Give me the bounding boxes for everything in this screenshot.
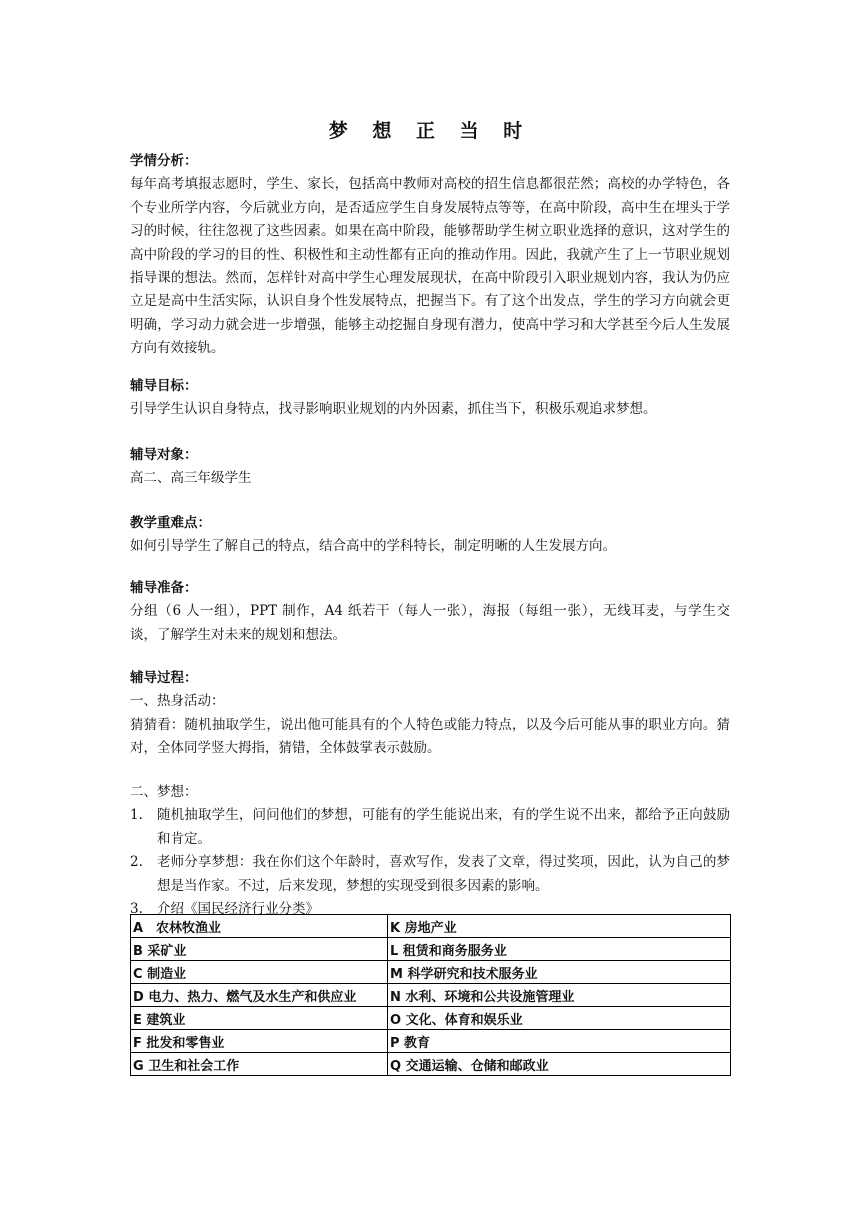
table-cell: K 房地产业 [388,915,731,938]
section-prep [130,577,730,647]
table-cell: B 采矿业 [131,938,388,961]
table-cell: D 电力、热力、燃气及水生产和供应业 [131,984,388,1007]
section-body: 如何引导学生了解自己的特点，结合高中的学科特长，制定明晰的人生发展方向。 [130,538,616,555]
section-goal [130,375,730,422]
list-number: 1. [130,807,143,824]
warmup-title: 一、热身活动： [130,693,225,710]
table-row [131,961,731,984]
table-cell: M 科学研究和技术服务业 [388,961,731,984]
table-cell: C 制造业 [131,961,388,984]
table-cell: N 水利、环境和公共设施管理业 [388,984,731,1007]
section-body: 高二、高三年级学生 [130,470,252,487]
section-body: 引导学生认识自身特点，找寻影响职业规划的内外因素，抓住当下，积极乐观追求梦想。 [130,401,657,418]
list-item [130,804,730,851]
section-heading: 辅导准备： [130,580,198,596]
table-cell: Q 交通运输、仓储和邮政业 [388,1053,731,1076]
list-text: 随机抽取学生，问问他们的梦想，可能有的学生能说出来，有的学生说不出来，都给予正向鼓励和肯定。 [157,807,730,847]
list-text: 介绍《国民经济行业分类》 [157,901,319,918]
section-focus [130,512,730,559]
table-row [131,1007,731,1030]
warmup-body: 猜猜看：随机抽取学生，说出他可能具有的个人特色或能力特点，以及今后可能从事的职业方向。猜对，全体同学竖大拇指，猜错，全体鼓掌表示鼓励。 [130,716,730,757]
list-number: 3. [130,901,143,918]
table-cell: G 卫生和社会工作 [131,1053,388,1076]
table-cell: L 租赁和商务服务业 [388,938,731,961]
section-analysis [130,150,730,361]
list-item [130,851,730,898]
dream-title: 二、梦想： [130,784,198,800]
table-cell: E 建筑业 [131,1007,388,1030]
section-heading: 学情分析： [130,153,198,169]
table-row [131,1053,731,1076]
section-heading: 辅导过程： [130,670,198,686]
section-process [130,667,730,761]
section-body: 每年高考填报志愿时，学生、家长，包括高中教师对高校的招生信息都很茫然；高校的办学特色，各个专业所学内容，今后就业方向，是否适应学生自身发展特点等等，在高中阶段，高中生在埋头于学习的时候，往往忽视了这些因素。如果在高中阶段，能够帮助学生树立职业选择的意识，这对学生的高中阶段的学习的目的性、积极性和主动性都有正向的推动作用。因此，我就产生了上一节职业规划指导课的想法。然而，怎样针对高中学生心理发展现状，在高中阶段引入职业规划内容，我认为仍应立足是高中生活实际，认识自身个性发展特点，把握当下。有了这个出发点，学生的学习方向就会更明确，学习动力就会进一步增强，能够主动挖掘自身现有潜力，使高中学习和大学甚至今后人生发展方向有效接轨。 [130,176,730,357]
section-body: 分组（6 人一组），PPT 制作，A4 纸若干（每人一张），海报（每组一张），无线耳麦，与学生交谈，了解学生对未来的规划和想法。 [130,603,730,643]
document-title: 梦 想 正 当 时 [328,120,532,142]
list-text: 老师分享梦想：我在你们这个年龄时，喜欢写作，发表了文章，得过奖项，因此，认为自己的梦想是当作家。不过，后来发现，梦想的实现受到很多因素的影响。 [157,854,730,894]
table-cell: P 教育 [388,1030,731,1053]
table-cell: O 文化、体育和娱乐业 [388,1007,731,1030]
table-row [131,1030,731,1053]
list-number: 2. [130,854,143,871]
section-heading: 辅导对象： [130,447,198,463]
industry-classification-table [130,914,731,1076]
table-cell: F 批发和零售业 [131,1030,388,1053]
table-row [131,915,731,938]
section-heading: 教学重难点： [130,515,211,531]
table-cell: A 农林牧渔业 [131,915,388,938]
section-target [130,444,730,491]
section-heading: 辅导目标： [130,378,198,394]
section-dream [130,781,730,921]
table-row [131,938,731,961]
table-row [131,984,731,1007]
